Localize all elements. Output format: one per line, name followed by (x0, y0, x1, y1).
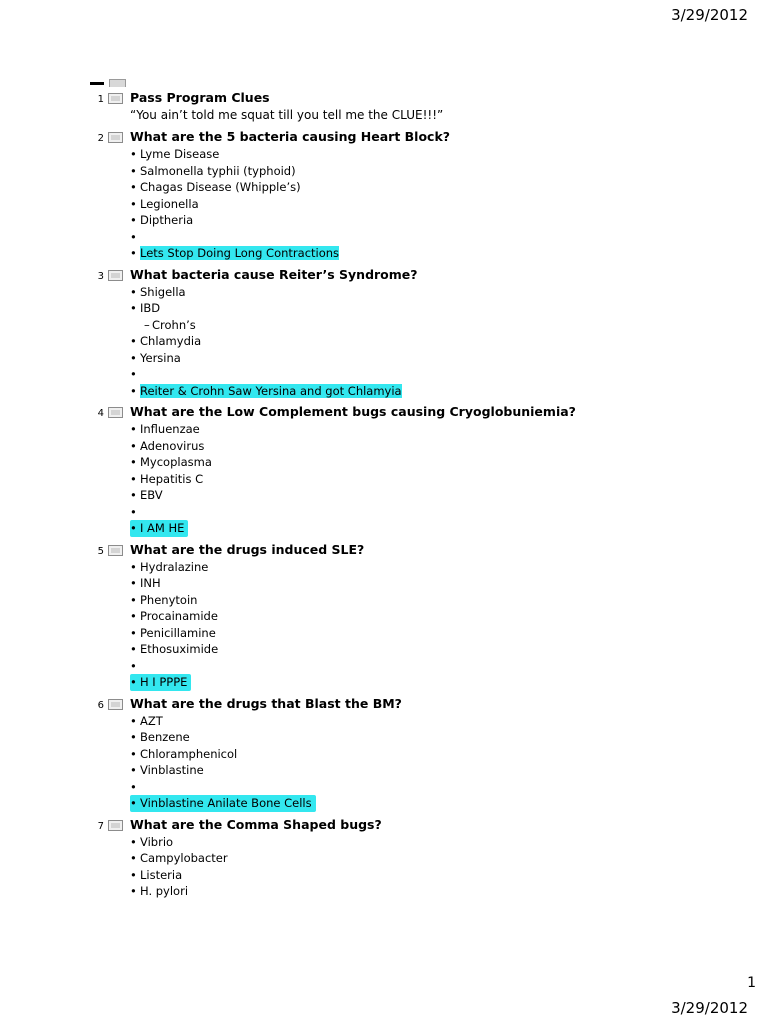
bullet-item (130, 658, 768, 675)
bullet-item (130, 284, 768, 301)
bullet-text: Hydralazine (140, 559, 209, 574)
bullet-text: Penicillamine (140, 625, 216, 640)
bullet-item (130, 366, 768, 383)
bullet-item (130, 487, 768, 504)
slide-header (0, 696, 768, 713)
bullet-text: Campylobacter (140, 851, 228, 865)
sub-bullet-item (130, 317, 768, 334)
bullet-item (130, 212, 768, 229)
bullet-item (130, 867, 768, 884)
bullet-text: Influenzae (140, 422, 200, 436)
bullet-text: Chlamydia (140, 334, 202, 348)
bullet-text: Shigella (140, 284, 186, 299)
bullet-item (130, 504, 768, 521)
slide-thumbnail-icon (108, 407, 123, 418)
slide-thumbnail-icon (108, 132, 123, 143)
bullet-list (0, 421, 768, 537)
bullet-item (130, 454, 768, 471)
slide-title: What bacteria cause Reiter’s Syndrome? (130, 266, 418, 282)
bullet-item (130, 196, 768, 213)
slide-number: 4 (97, 408, 104, 419)
bullet-text: IBD (140, 301, 161, 315)
bullet-text: Chloramphenicol (140, 746, 238, 761)
bullet-text: Adenovirus (140, 438, 205, 453)
outline-collapse-dash (90, 82, 104, 85)
bullet-text: EBV (140, 488, 163, 502)
bullet-item (130, 641, 768, 658)
bullet-text: Benzene (140, 730, 190, 744)
slide-thumbnail-icon (109, 79, 126, 87)
bullet-item (130, 229, 768, 246)
slide-7 (0, 817, 768, 900)
slide-number: 5 (97, 545, 104, 557)
bullet-text: INH (140, 576, 161, 590)
bullet-item (130, 746, 768, 763)
slide-thumbnail-icon (108, 270, 123, 281)
bullet-text: Listeria (140, 867, 183, 882)
bullet-item (130, 883, 768, 900)
slide-number: 7 (97, 820, 104, 832)
slide-header (0, 129, 768, 146)
slide-title: What are the drugs that Blast the BM? (130, 695, 402, 711)
bullet-text: Ethosuximide (140, 642, 219, 656)
slide-header (0, 404, 768, 421)
slide-number: 3 (97, 270, 104, 282)
slide-title: What are the Comma Shaped bugs? (130, 816, 382, 832)
bullet-item (130, 471, 768, 488)
bullet-text: AZT (140, 713, 163, 728)
page-number: 1 (747, 975, 756, 991)
bullet-text: Chagas Disease (Whipple’s) (140, 180, 301, 194)
slide-title: Pass Program Clues (130, 90, 270, 105)
bullet-item (130, 300, 768, 317)
slide-6 (0, 696, 768, 812)
bullet-item (130, 575, 768, 592)
bullet-item (130, 762, 768, 779)
slide-thumbnail-icon (108, 699, 123, 710)
footer-date: 3/29/2012 (671, 999, 748, 1017)
slide-thumbnail-icon (108, 820, 123, 831)
slide-header (0, 542, 768, 559)
bullet-text: Yersina (140, 350, 181, 365)
bullet-text: Mycoplasma (140, 455, 212, 469)
bullet-item (130, 146, 768, 163)
bullet-item (130, 729, 768, 746)
mnemonic-item (130, 245, 768, 262)
slide-header (0, 817, 768, 834)
header-date: 3/29/2012 (671, 6, 748, 24)
slide-4 (0, 404, 768, 537)
bullet-item (130, 834, 768, 851)
mnemonic-item (130, 520, 188, 537)
bullet-text: Lets Stop Doing Long Contractions (140, 246, 340, 260)
slide-title: What are the drugs induced SLE? (130, 541, 365, 557)
bullet-item (130, 421, 768, 438)
bullet-text: Procainamide (140, 609, 218, 623)
slide-header (0, 267, 768, 284)
slide-title: What are the 5 bacteria causing Heart Block? (130, 129, 451, 144)
slide-title: What are the Low Complement bugs causing Cryoglobuniemia? (130, 404, 576, 419)
bullet-text: Hepatitis C (140, 471, 204, 486)
slide-header (0, 90, 768, 107)
bullet-list (0, 834, 768, 900)
slide-outline (0, 90, 768, 905)
slide-number: 1 (97, 94, 104, 105)
slide-number: 6 (97, 699, 104, 711)
bullet-text: Vibrio (140, 834, 174, 849)
bullet-list (0, 559, 768, 691)
bullet-item (130, 438, 768, 455)
mnemonic-item (130, 674, 191, 691)
slide-3 (0, 267, 768, 400)
bullet-text: H I PPPE (140, 675, 188, 689)
bullet-item (130, 625, 768, 642)
bullet-text: Salmonella typhii (typhoid) (140, 163, 296, 178)
slide-1 (0, 90, 768, 124)
bullet-list (0, 713, 768, 812)
bullet-item (130, 713, 768, 730)
bullet-item (130, 779, 768, 796)
bullet-text: I AM HE (140, 521, 185, 535)
bullet-item (130, 163, 768, 180)
bullet-text: H. pylori (140, 884, 189, 898)
slide-thumbnail-icon (108, 545, 123, 556)
bullet-item (130, 179, 768, 196)
mnemonic-item (130, 383, 768, 400)
bullet-item (130, 850, 768, 867)
bullet-item (130, 350, 768, 367)
bullet-text: Legionella (140, 196, 199, 211)
bullet-item (130, 559, 768, 576)
slide-2 (0, 129, 768, 262)
bullet-item (130, 333, 768, 350)
slide-thumbnail-icon (108, 93, 123, 104)
bullet-text: Phenytoin (140, 592, 198, 607)
slide-5 (0, 542, 768, 691)
bullet-text: Vinblastine Anilate Bone Cells (140, 796, 312, 810)
bullet-text: Diptheria (140, 213, 194, 227)
bullet-list (0, 146, 768, 262)
mnemonic-item (130, 795, 316, 812)
bullet-text: Reiter & Crohn Saw Yersina and got Chlamyia (140, 383, 402, 398)
bullet-text: Crohn’s (152, 317, 196, 332)
bullet-item (130, 608, 768, 625)
bullet-list (0, 284, 768, 400)
bullet-text: Lyme Disease (140, 147, 220, 161)
slide-subtitle: “You ain’t told me squat till you tell me the CLUE!!!” (130, 108, 444, 122)
bullet-text: Vinblastine (140, 763, 204, 777)
slide-number: 2 (97, 133, 104, 144)
bullet-item (130, 592, 768, 609)
